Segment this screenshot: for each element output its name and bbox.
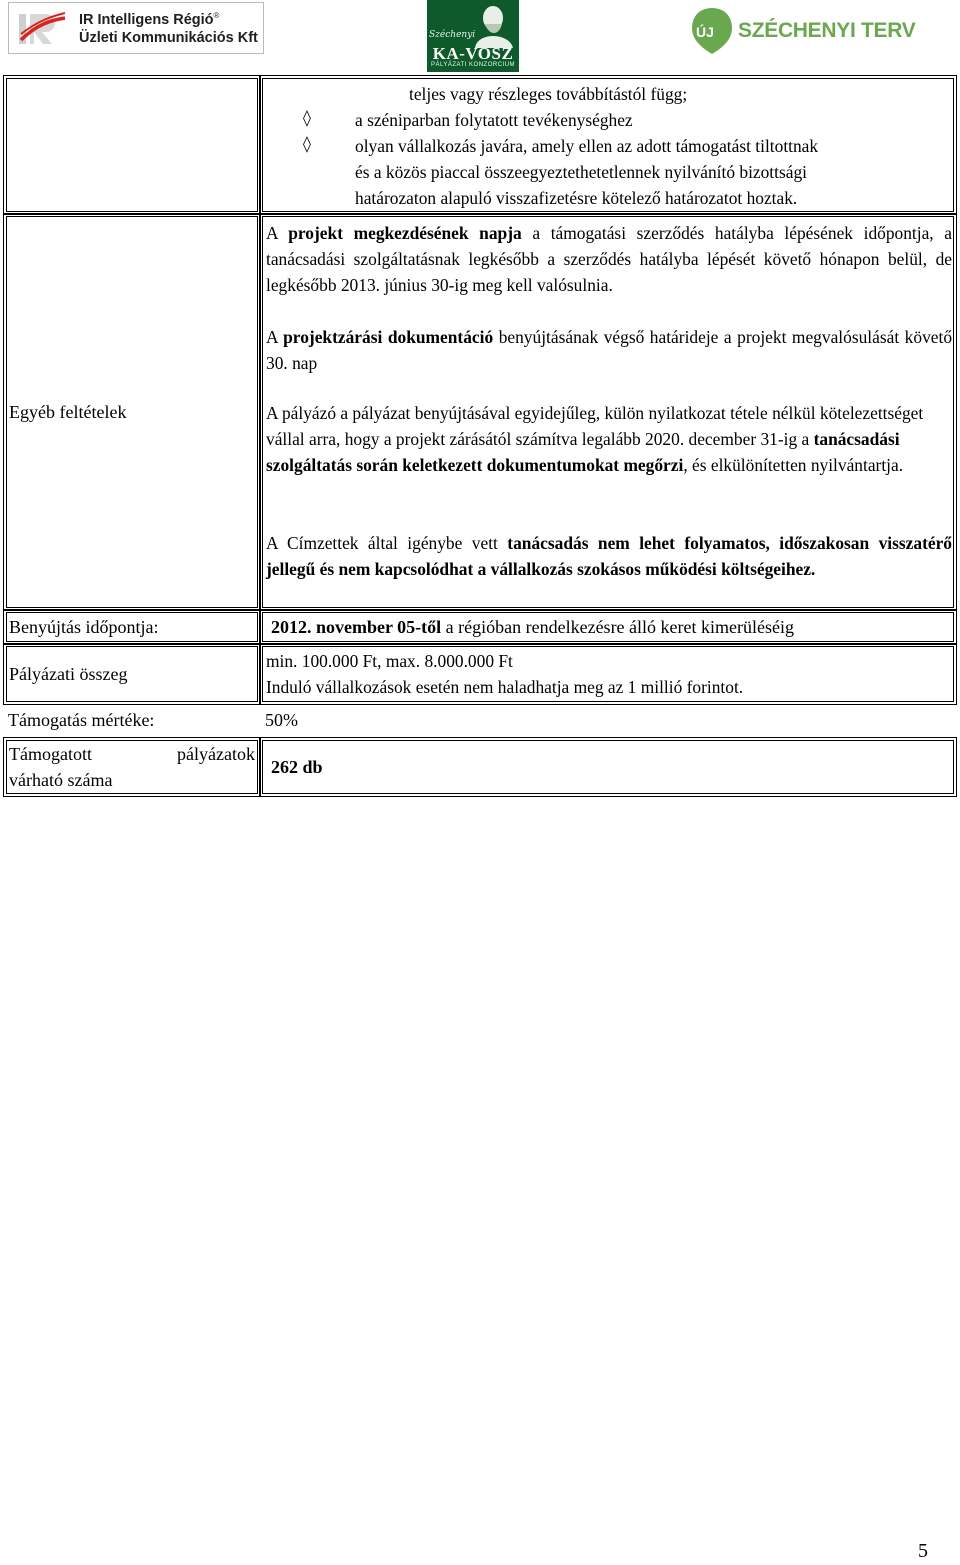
osszeg-label-cell xyxy=(6,646,258,702)
bullet-diamond-icon: ◊ xyxy=(303,108,311,127)
ka-vosz-logo xyxy=(427,0,519,72)
page-number: 5 xyxy=(918,1540,928,1562)
varhato-label-line2: várható száma xyxy=(9,770,113,790)
projektzaras-paragraph: A projektzárási dokumentáció benyújtásának végső határideje a projekt megvalósulását követő 30. nap xyxy=(266,327,953,373)
benyujtas-value-cell xyxy=(262,612,954,642)
ka-vosz-subtitle: PÁLYÁZATI KONZORCIUM xyxy=(430,62,516,68)
egyeb-feltetelek-label: Egyéb feltételek xyxy=(9,402,127,422)
dokumentum-megorzes-paragraph: A pályázó a pályázat benyújtásával egyidejűleg, külön nyilatkozat tétele nélkül kötelezettséget vállal arra, hogy a projekt zárásától számítva legalább 2020. december 31-ig a tanácsadási szolgáltatás során keletkezett dokumentumokat megőrzi, és elkülönítetten nyilvántartja. xyxy=(266,403,924,475)
row1-content-cell xyxy=(262,78,954,212)
ka-vosz-name: KA-VOSZ xyxy=(432,44,514,63)
osszeg-line1: min. 100.000 Ft, max. 8.000.000 Ft xyxy=(266,651,513,671)
benyujtas-label: Benyújtás időpontja: xyxy=(9,617,159,637)
varhato-label-line1: Támogatott pályázatok xyxy=(9,744,255,764)
ir-logo-mark-icon xyxy=(17,10,67,48)
benyujtas-value: 2012. november 05-től a régióban rendelkezésre álló keret kimerüléséig xyxy=(271,617,794,637)
osszeg-label: Pályázati összeg xyxy=(9,664,128,684)
uj-szechenyi-terv-logo xyxy=(690,6,930,56)
projekt-kezdes-paragraph: A projekt megkezdésének napja a támogatási szerződés hatályba lépésének időpontja, a tanácsadási szolgáltatásnak legkésőbb a szerződés hatályba lépését követő hónapon belül, de legkésőbb 2013. június 30-ig meg kell valósulnia. xyxy=(266,223,952,295)
tanacsadas-paragraph: A Címzettek által igénybe vett tanácsadás nem lehet folyamatos, időszakosan visszatérő jellegű és nem kapcsolódhat a vállalkozás szokásos működési költségeihez. xyxy=(266,533,953,579)
egyeb-content-cell xyxy=(262,216,954,608)
mertek-label: Támogatás mértéke: xyxy=(8,710,155,730)
bullet-item-2-line1: olyan vállalkozás javára, amely ellen az adott támogatást tiltottnak xyxy=(355,136,819,156)
egyeb-label-cell xyxy=(6,216,258,608)
szechenyi-uj-label: ÚJ xyxy=(696,24,714,40)
bullet-item-2-line3: határozaton alapuló visszafizetésre kötelező határozatot hoztak. xyxy=(355,188,798,208)
mertek-value: 50% xyxy=(265,710,298,730)
ir-intelligens-regio-logo xyxy=(8,2,264,54)
varhato-value: 262 db xyxy=(271,757,323,777)
row1-label-cell xyxy=(6,78,258,212)
ir-logo-line2: Üzleti Kommunikációs Kft xyxy=(79,30,258,46)
varhato-label-cell xyxy=(6,740,258,794)
bullet-item-1: a széniparban folytatott tevékenységhez xyxy=(355,110,633,130)
osszeg-value-cell xyxy=(262,646,954,702)
bullet-diamond-icon: ◊ xyxy=(303,134,311,153)
portrait-icon xyxy=(465,2,517,48)
benyujtas-label-cell xyxy=(6,612,258,642)
ir-logo-line1: IR Intelligens Régió® xyxy=(79,11,220,28)
page-header xyxy=(0,0,960,74)
szechenyi-terv-wordmark: SZÉCHENYI TERV xyxy=(738,19,916,42)
ka-vosz-script: Széchenyi xyxy=(429,30,476,40)
osszeg-line2: Induló vállalkozások esetén nem haladhatja meg az 1 millió forintot. xyxy=(266,677,744,697)
bullet-item-2-line2: és a közös piaccal összeegyeztethetetlennek nyilvánító bizottsági xyxy=(355,162,807,182)
top-line: teljes vagy részleges továbbítástól függ; xyxy=(409,84,688,104)
varhato-value-cell xyxy=(262,740,954,794)
